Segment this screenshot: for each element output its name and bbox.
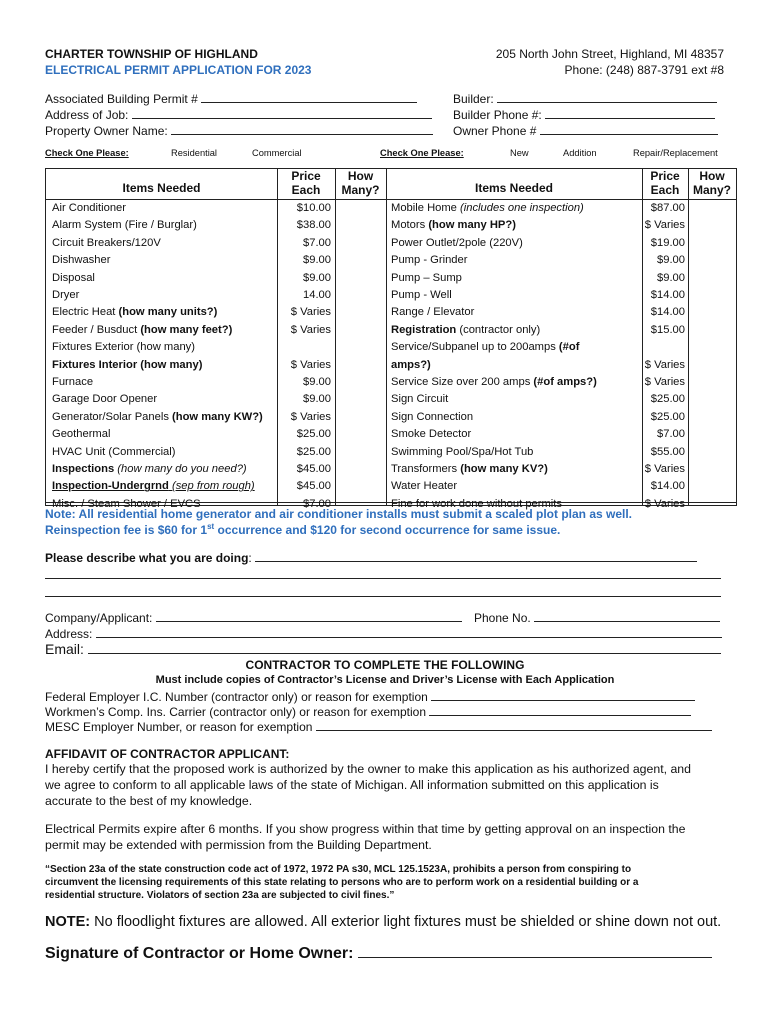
workmens-comp-line[interactable] — [429, 704, 691, 716]
right-price-11: $25.00 — [650, 393, 685, 406]
left-price-11: $9.00 — [303, 393, 331, 406]
left-item-12: Generator/Solar Panels (how many KW?) — [52, 410, 263, 423]
right-price-2: $19.00 — [650, 236, 685, 249]
company-line[interactable] — [156, 610, 462, 622]
right-item-6: Range / Elevator — [391, 306, 475, 319]
right-item-7: Registration (contractor only) — [391, 323, 541, 336]
left-price-13: $25.00 — [296, 428, 331, 441]
describe-line-2[interactable] — [45, 565, 721, 579]
left-how-many-input-6[interactable] — [336, 304, 385, 321]
job-address-field[interactable] — [45, 107, 432, 122]
assoc-permit-field[interactable] — [45, 91, 417, 106]
owner-name-label: Property Owner Name: — [45, 124, 168, 138]
right-how-many-input-13[interactable] — [689, 426, 735, 443]
left-how-many-input-3[interactable] — [336, 252, 385, 269]
left-price-9: $ Varies — [290, 358, 331, 371]
describe-label: Please describe what you are doing — [45, 551, 249, 565]
items-header-right: Items Needed — [474, 181, 554, 195]
fed-id-line[interactable] — [431, 689, 695, 701]
left-item-14: HVAC Unit (Commercial) — [52, 445, 176, 458]
items-table — [45, 168, 737, 510]
check-new[interactable]: New — [510, 148, 529, 158]
assoc-permit-line[interactable] — [201, 91, 417, 103]
mesc-label: MESC Employer Number, or reason for exemption — [45, 720, 313, 734]
left-item-6: Electric Heat (how many units?) — [52, 306, 218, 319]
workmens-comp-field[interactable] — [45, 704, 691, 719]
right-item-17: Fine for work done without permits — [391, 497, 562, 510]
left-price-14: $25.00 — [296, 445, 331, 458]
left-price-12: $ Varies — [290, 410, 331, 423]
left-how-many-input-8[interactable] — [336, 339, 385, 356]
job-address-label: Address of Job: — [45, 108, 129, 122]
left-how-many-input-15[interactable] — [336, 461, 385, 478]
right-how-many-input-12[interactable] — [689, 409, 735, 426]
right-price-10: $ Varies — [644, 376, 685, 388]
expire-line-1: Electrical Permits expire after 6 months. If you show progress within that time by getting approval on an inspection the — [45, 822, 686, 836]
address-label: Address: — [45, 627, 93, 641]
assoc-permit-label: Associated Building Permit # — [45, 92, 198, 106]
right-how-many-input-11[interactable] — [689, 391, 735, 408]
left-how-many-input-7[interactable] — [336, 322, 385, 339]
builder-phone-field[interactable] — [453, 107, 715, 122]
affidavit-line-2: we agree to conform to all applicable laws of the state of Michigan. All information submitted on this application is — [45, 778, 659, 792]
price-header-left: Price Each — [291, 169, 321, 197]
left-price-17: $7.00 — [303, 497, 331, 510]
right-how-many-input-1[interactable] — [689, 217, 735, 234]
contractor-subtitle: Must include copies of Contractor’s License and Driver’s License with Each Application — [155, 674, 615, 686]
org-address: 205 North John Street, Highland, MI 48357 — [495, 47, 724, 61]
right-item-8: Service/Subpanel up to 200amps (#of — [391, 341, 580, 354]
right-price-4: $9.00 — [657, 271, 685, 284]
right-item-9: amps?) — [391, 358, 431, 371]
owner-phone-label: Owner Phone # — [453, 124, 537, 138]
describe-line-1[interactable] — [255, 550, 697, 562]
right-item-13: Smoke Detector — [391, 428, 472, 441]
left-item-0: Air Conditioner — [52, 202, 126, 214]
left-price-10: $9.00 — [303, 376, 331, 388]
left-item-9: Fixtures Interior (how many) — [52, 358, 203, 371]
left-how-many-input-10[interactable] — [336, 374, 385, 391]
right-how-many-input-2[interactable] — [689, 235, 735, 252]
right-item-10: Service Size over 200 amps (#of amps?) — [391, 376, 597, 388]
left-item-17: Misc. / Steam Shower / EVCS — [52, 497, 201, 510]
right-how-many-input-6[interactable] — [689, 304, 735, 321]
mesc-line[interactable] — [316, 719, 712, 731]
owner-name-field[interactable] — [45, 123, 433, 138]
left-item-10: Furnace — [52, 376, 94, 388]
signature-label: Signature of Contractor or Home Owner: — [45, 945, 354, 962]
right-price-14: $55.00 — [650, 445, 685, 458]
check-addition[interactable]: Addition — [563, 148, 597, 158]
affidavit-line-3: accurate to the best of my knowledge. — [45, 794, 253, 808]
right-price-0: $87.00 — [650, 202, 685, 214]
note-reinspection: Reinspection fee is $60 for 1st occurrence and $120 for second occurrence for same issue. — [45, 522, 561, 537]
left-item-4: Disposal — [52, 271, 95, 284]
left-how-many-input-9[interactable] — [336, 357, 385, 374]
right-price-12: $25.00 — [650, 410, 685, 423]
left-how-many-input-1[interactable] — [336, 217, 385, 234]
right-item-2: Power Outlet/2pole (220V) — [391, 236, 523, 249]
left-price-3: $9.00 — [303, 254, 331, 267]
workmens-comp-label: Workmen’s Comp. Ins. Carrier (contractor only) or reason for exemption — [45, 705, 427, 719]
left-how-many-input-14[interactable] — [336, 444, 385, 461]
left-item-15: Inspections (how many do you need?) — [52, 463, 247, 475]
left-price-1: $38.00 — [296, 219, 331, 232]
describe-field[interactable]: Please describe what you are doing: — [45, 550, 697, 565]
builder-label: Builder: — [453, 92, 494, 106]
right-price-1: $ Varies — [644, 219, 685, 232]
check-commercial[interactable]: Commercial — [252, 148, 302, 158]
left-price-5: 14.00 — [303, 289, 331, 301]
fed-id-label: Federal Employer I.C. Number (contractor only) or reason for exemption — [45, 690, 428, 704]
left-item-1: Alarm System (Fire / Burglar) — [52, 219, 197, 232]
right-how-many-input-4[interactable] — [689, 270, 735, 287]
owner-phone-field[interactable] — [453, 123, 718, 138]
left-price-15: $45.00 — [296, 463, 331, 475]
left-price-16: $45.00 — [296, 480, 331, 493]
left-price-0: $10.00 — [296, 202, 331, 214]
check-work-label: Check One Please: — [380, 148, 464, 158]
left-price-2: $7.00 — [303, 236, 331, 249]
right-item-12: Sign Connection — [391, 410, 474, 423]
right-how-many-input-14[interactable] — [689, 444, 735, 461]
right-how-many-input-3[interactable] — [689, 252, 735, 269]
right-price-16: $14.00 — [650, 480, 685, 493]
left-how-many-input-5[interactable] — [336, 287, 385, 304]
signature-line[interactable] — [358, 943, 712, 958]
right-how-many-input-17[interactable] — [689, 496, 735, 513]
email-line[interactable] — [88, 641, 721, 654]
right-price-17: $ Varies — [644, 497, 685, 510]
left-price-4: $9.00 — [303, 271, 331, 284]
right-how-many-input-7[interactable] — [689, 322, 735, 339]
org-phone: Phone: (248) 887-3791 ext #8 — [564, 63, 724, 77]
left-item-3: Dishwasher — [52, 254, 111, 267]
right-item-3: Pump - Grinder — [391, 254, 468, 267]
describe-line-3[interactable] — [45, 583, 721, 597]
how-many-header-right: How Many? — [692, 169, 731, 197]
right-how-many-input-15[interactable] — [689, 461, 735, 478]
address-line[interactable] — [96, 626, 722, 638]
email-label: Email: — [45, 641, 84, 657]
right-how-many-input-9[interactable] — [689, 357, 735, 374]
right-how-many-input-8[interactable] — [689, 339, 735, 356]
right-price-6: $14.00 — [650, 306, 685, 319]
left-how-many-input-12[interactable] — [336, 409, 385, 426]
left-item-11: Garage Door Opener — [52, 393, 158, 406]
right-how-many-input-16[interactable] — [689, 478, 735, 495]
right-item-0: Mobile Home (includes one inspection) — [391, 202, 584, 214]
right-price-15: $ Varies — [644, 463, 685, 475]
owner-phone-line[interactable] — [540, 123, 718, 135]
mesc-field[interactable] — [45, 719, 712, 734]
check-type-label: Check One Please: — [45, 148, 129, 158]
section23a-line-3: residential structure. Violators of section 23a are subjected to civil fines.” — [45, 890, 395, 901]
section23a-line-1: “Section 23a of the state construction code act of 1972, 1972 PA s30, MCL 125.1523A, prohibits a person from conspiring to — [45, 864, 632, 875]
right-item-1: Motors (how many HP?) — [391, 219, 516, 232]
left-item-5: Dryer — [52, 289, 80, 301]
floodlight-note: NOTE: No floodlight fixtures are allowed. All exterior light fixtures must be shielded or shine down not out. — [45, 914, 722, 930]
left-how-many-input-13[interactable] — [336, 426, 385, 443]
left-price-6: $ Varies — [290, 306, 331, 319]
left-item-7: Feeder / Busduct (how many feet?) — [52, 323, 233, 336]
signature-field[interactable] — [45, 943, 712, 963]
right-price-7: $15.00 — [650, 323, 685, 336]
how-many-header-left: How Many? — [341, 169, 380, 197]
right-how-many-input-10[interactable] — [689, 374, 735, 391]
section23a-line-2: circumvent the licensing requirements of this state relating to persons who are to perform work on a residential building or a — [45, 877, 639, 888]
left-item-2: Circuit Breakers/120V — [52, 236, 161, 249]
job-address-line[interactable] — [132, 107, 432, 119]
left-how-many-input-2[interactable] — [336, 235, 385, 252]
expire-line-2: permit may be extended with permission from the Building Department. — [45, 838, 432, 852]
right-item-15: Transformers (how many KV?) — [391, 463, 548, 475]
right-item-4: Pump – Sump — [391, 271, 462, 284]
items-header-left: Items Needed — [122, 181, 201, 195]
price-header-right: Price Each — [650, 169, 680, 197]
right-item-5: Pump - Well — [391, 289, 452, 301]
left-how-many-input-4[interactable] — [336, 270, 385, 287]
company-field[interactable] — [45, 610, 462, 625]
builder-phone-line[interactable] — [545, 107, 715, 119]
form-title: ELECTRICAL PERMIT APPLICATION FOR 2023 — [45, 63, 312, 77]
right-price-5: $14.00 — [650, 289, 685, 301]
fed-id-field[interactable] — [45, 689, 695, 704]
owner-name-line[interactable] — [171, 123, 433, 135]
left-item-13: Geothermal — [52, 428, 111, 441]
left-item-16: Inspection-Undergrnd (sep from rough) — [52, 480, 255, 493]
right-price-3: $9.00 — [657, 254, 685, 267]
right-how-many-input-5[interactable] — [689, 287, 735, 304]
email-field[interactable] — [45, 641, 721, 657]
right-price-13: $7.00 — [657, 428, 685, 441]
left-price-7: $ Varies — [290, 323, 331, 336]
left-how-many-input-11[interactable] — [336, 391, 385, 408]
phone-no-label: Phone No. — [474, 611, 531, 625]
check-repair[interactable]: Repair/Replacement — [633, 148, 718, 158]
affidavit-line-1: I hereby certify that the proposed work is authorized by the owner to make this application as his authorized agent, and — [45, 762, 691, 776]
left-item-8: Fixtures Exterior (how many) — [52, 341, 195, 354]
builder-field[interactable] — [453, 91, 717, 106]
company-label: Company/Applicant: — [45, 611, 153, 625]
right-how-many-input-0[interactable] — [689, 200, 735, 217]
builder-line[interactable] — [497, 91, 717, 103]
builder-phone-label: Builder Phone #: — [453, 108, 542, 122]
check-residential[interactable]: Residential — [171, 148, 217, 158]
contractor-title: CONTRACTOR TO COMPLETE THE FOLLOWING — [245, 658, 525, 672]
org-name: CHARTER TOWNSHIP OF HIGHLAND — [45, 47, 258, 61]
right-price-9: $ Varies — [644, 358, 685, 371]
phone-no-field[interactable] — [474, 610, 720, 625]
left-how-many-input-16[interactable] — [336, 478, 385, 495]
note-plot-plan: Note: All residential home generator and air conditioner installs must submit a scaled plot plan as well. — [45, 507, 633, 521]
address-field[interactable] — [45, 626, 722, 641]
left-how-many-input-0[interactable] — [336, 200, 385, 217]
right-item-11: Sign Circuit — [391, 393, 449, 406]
right-item-16: Water Heater — [391, 480, 458, 493]
affidavit-title: AFFIDAVIT OF CONTRACTOR APPLICANT: — [45, 747, 290, 761]
phone-no-line[interactable] — [534, 610, 720, 622]
right-item-14: Swimming Pool/Spa/Hot Tub — [391, 445, 534, 458]
